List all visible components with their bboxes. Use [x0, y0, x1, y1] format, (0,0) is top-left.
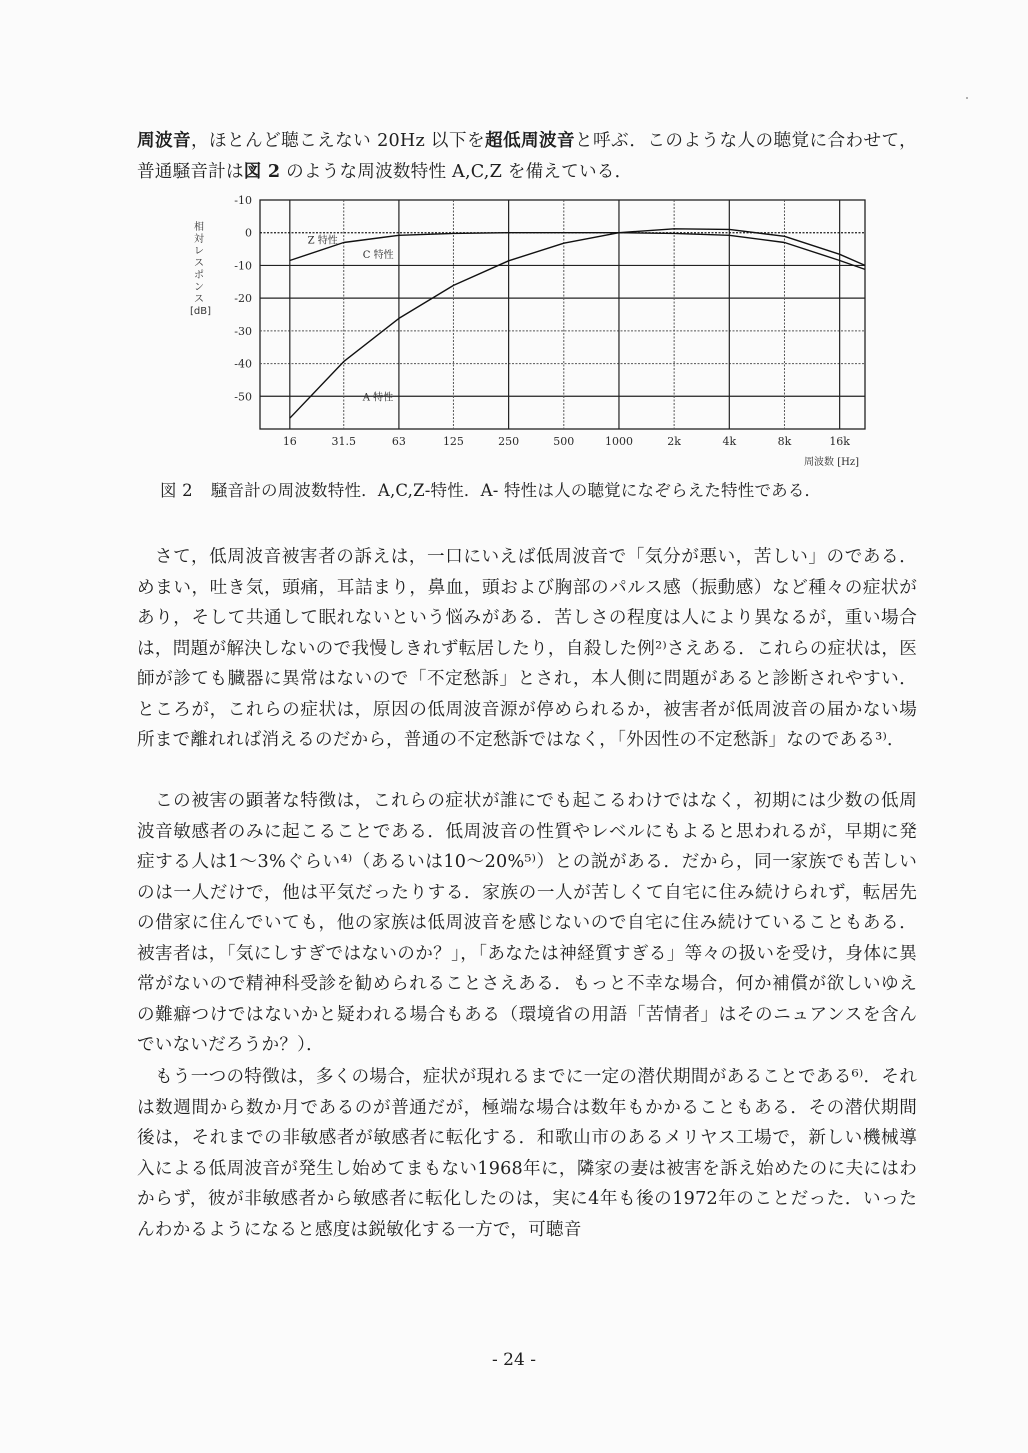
body-paragraph-1: さて，低周波音被害者の訴えは，一口にいえば低周波音で「気分が悪い，苦しい」のである．めまい，吐き気，頭痛，耳詰まり，鼻血，頭および胸部のパルス感（振動感）など種々の症状があり，そして共通して眠れないという悩みがある．苦しさの程度は人により異なるが，重い場合は，問題が解決しないので我慢しきれず転居したり，自殺した例²⁾さえある．これらの症状は，医師が診ても臓器に異常はないので「不定愁訴」とされ，本人側に問題があると診断されやすい．ところが，これらの症状は，原因の低周波音源が停められるか，被害者が低周波音の届かない場所まで離れれば消えるのだから，普通の不定愁訴ではなく，「外因性の不定愁訴」なのである³⁾．: [137, 547, 917, 750]
term-low-frequency: 周波音: [137, 130, 192, 151]
y-axis-label-char: ン: [194, 282, 204, 293]
intro-text-2: と呼ぶ．このような人の聴覚に合わせて，普通騒音計は: [137, 131, 917, 182]
figure-label: 図 2: [160, 481, 193, 500]
x-tick-label: 250: [498, 435, 520, 448]
x-tick-label: 16: [282, 435, 297, 448]
y-axis-label-char: ポ: [194, 270, 204, 281]
x-axis-label: 周波数 [Hz]: [804, 457, 859, 468]
y-tick-label: -20: [234, 292, 252, 306]
term-infrasound: 超低周波音: [484, 130, 576, 151]
x-tick-label: 2k: [667, 435, 681, 448]
frequency-response-chart: [180, 190, 880, 480]
intro-text-3: のような周波数特性 A,C,Z を備えている．: [280, 161, 633, 182]
x-tick-label: 1000: [604, 435, 633, 448]
y-tick-label: -30: [234, 324, 252, 338]
body-paragraph-2: この被害の顕著な特徴は，これらの症状が誰にでも起こるわけではなく，初期には少数の低周波音敏感者のみに起こることである．低周波音の性質やレベルにもよると思われるが，早期に発症する人は1～3%ぐらい⁴⁾（あるいは10～20%⁵⁾）との説がある．だから，同一家族でも苦しいのは一人だけで，他は平気だったりする．家族の一人が苦しくて自宅に住み続けられず，転居先の借家に住んでいても，他の家族は低周波音を感じないので自宅に住み続けていることもある．被害者は，「気にしすぎではないのか？」，「あなたは神経質すぎる」等々の扱いを受け，身体に異常がないので精神科受診を勧められることさえある．もっと不幸な場合，何か補償が欲しいゆえの難癖つけではないかと疑われる場合もある（環境省の用語「苦情者」はそのニュアンスを含んでいないだろうか？）．: [137, 791, 917, 1055]
y-tick-label: 0: [245, 226, 252, 240]
y-tick-label: -10: [234, 194, 252, 207]
figure-reference: 図 2: [243, 160, 281, 182]
intro-text-1: ，ほとんど聴こえない 20Hz 以下を: [191, 131, 485, 151]
x-tick-label: 125: [442, 435, 464, 448]
y-axis-label-char: 相: [194, 222, 204, 233]
y-tick-label: -50: [234, 390, 252, 404]
y-axis-label-char: 対: [194, 234, 204, 245]
series-annotation: C 特性: [362, 249, 394, 261]
body-paragraph-3: もう一つの特徴は，多くの場合，症状が現れるまでに一定の潜伏期間があることである⁶⁾．それは数週間から数か月であるのが普通だが，極端な場合は数年もかかることもある．その潜伏期間後は，それまでの非敏感者が敏感者に転化する．和歌山市のあるメリヤス工場で，新しい機械導入による低周波音が発生し始めてまもない1968年に，隣家の妻は被害を訴え始めたのに夫にはわからず，彼が非敏感者から敏感者に転化したのは，実に4年も後の1972年のことだった．いったんわかるようになると感度は鋭敏化する一方で，可聴音: [137, 1067, 917, 1240]
figure-caption-text: 騒音計の周波数特性．A,C,Z-特性．A- 特性は人の聴覚になぞらえた特性である．: [210, 481, 822, 500]
series-annotation: A 特性: [362, 392, 394, 404]
series-annotation: Z 特性: [307, 235, 338, 247]
x-tick-label: 8k: [777, 435, 792, 448]
y-axis-label-char: ス: [194, 258, 204, 269]
y-tick-label: -10: [234, 259, 252, 273]
page-number: - 24 -: [492, 1350, 536, 1370]
x-tick-label: 500: [553, 435, 575, 448]
scan-speck: [966, 97, 968, 99]
x-tick-label: 4k: [722, 435, 737, 448]
x-tick-label: 16k: [829, 435, 850, 448]
x-tick-label: 63: [391, 435, 406, 448]
figure-caption: [160, 479, 920, 503]
y-axis-label: [190, 222, 212, 318]
y-axis-label-char: レ: [194, 246, 204, 257]
chart-svg: [180, 190, 880, 480]
intro-paragraph: [137, 126, 917, 187]
y-tick-label: -40: [234, 357, 252, 371]
y-axis-label-char: [dB]: [190, 306, 212, 317]
x-tick-label: 31.5: [331, 435, 356, 448]
y-axis-label-char: ス: [194, 294, 204, 305]
